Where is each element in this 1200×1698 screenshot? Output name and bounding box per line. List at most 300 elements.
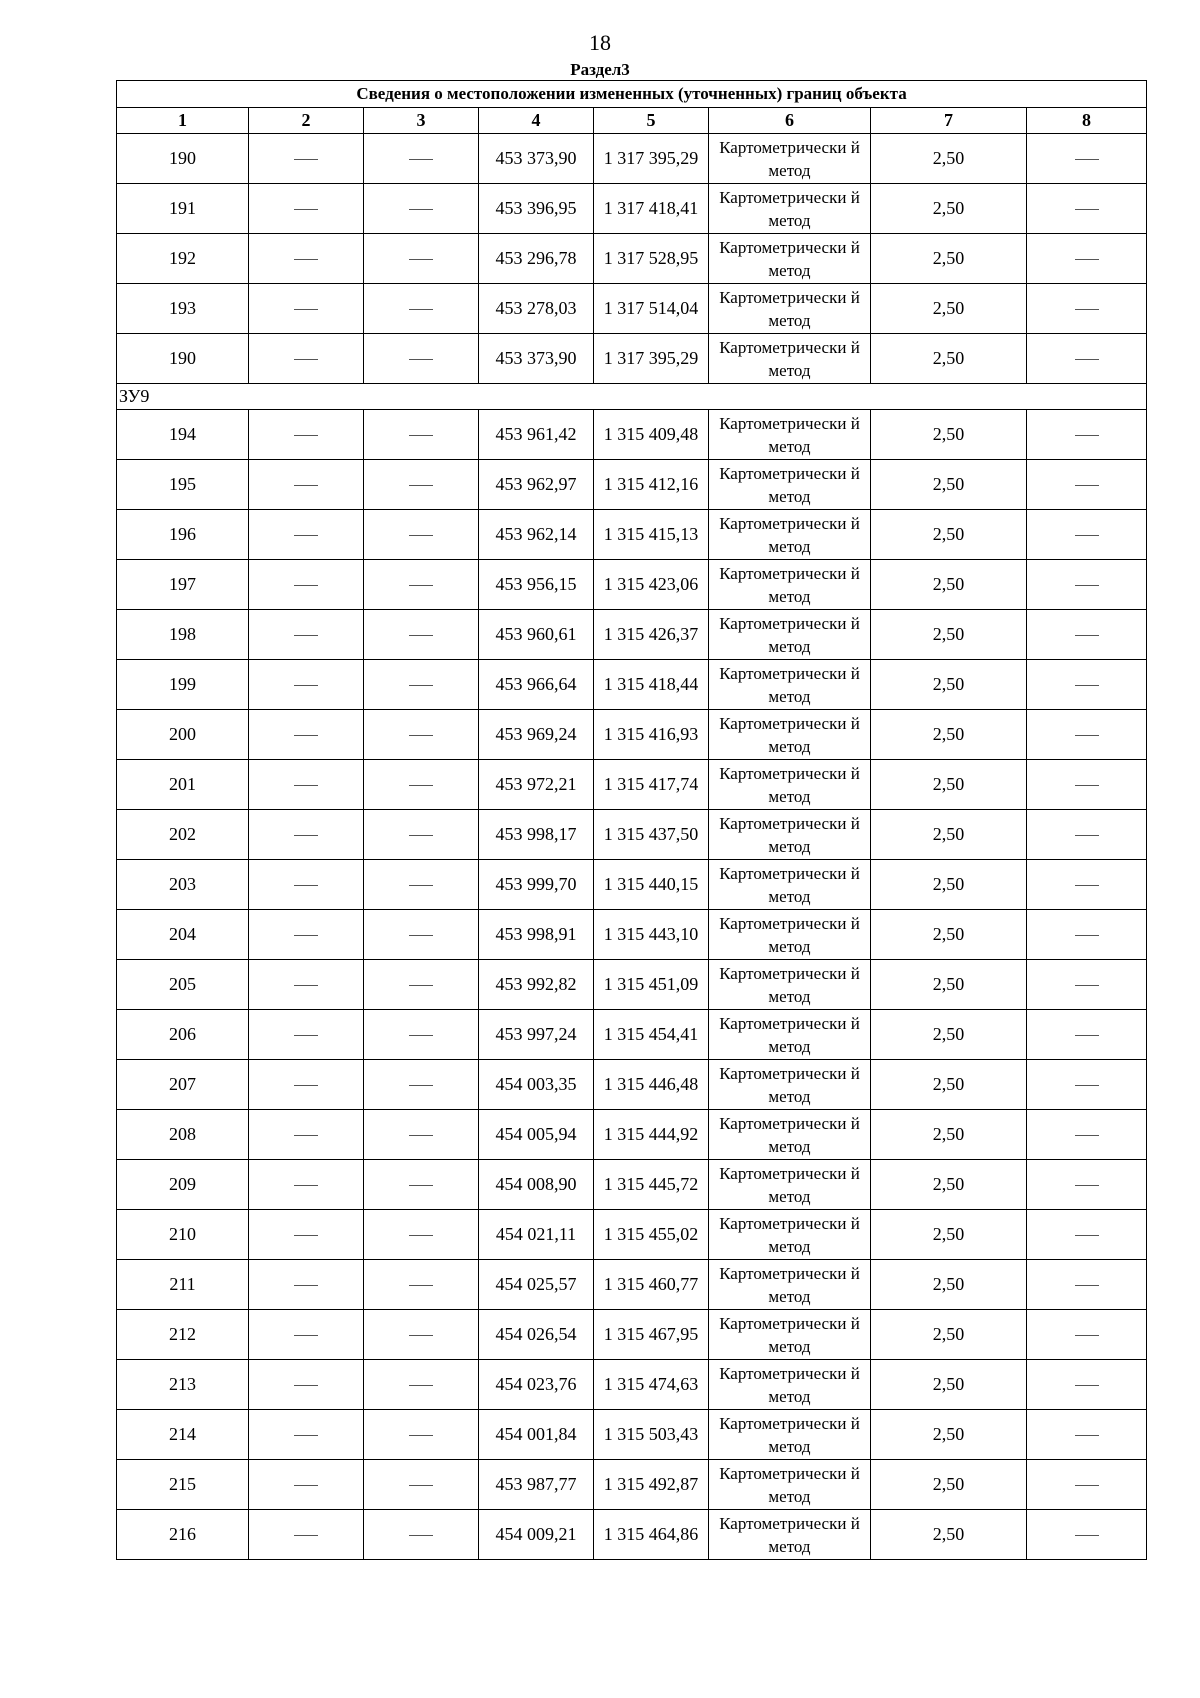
dash-mark: [294, 785, 318, 786]
empty-cell: [364, 134, 479, 184]
method: Картометрически й метод: [709, 760, 871, 810]
method: Картометрически й метод: [709, 1460, 871, 1510]
table-row: [117, 410, 1147, 460]
dash-mark: [409, 1335, 433, 1336]
empty-cell: [1027, 1260, 1147, 1310]
method: Картометрически й метод: [709, 284, 871, 334]
dash-mark: [409, 1135, 433, 1136]
point-number: 210: [117, 1210, 249, 1260]
point-number: 212: [117, 1310, 249, 1360]
dash-mark: [409, 735, 433, 736]
coordinate-x: 454 005,94: [479, 1110, 594, 1160]
empty-cell: [1027, 284, 1147, 334]
table-row: [117, 710, 1147, 760]
dash-mark: [1075, 635, 1099, 636]
accuracy: 2,50: [871, 234, 1027, 284]
dash-mark: [1075, 359, 1099, 360]
empty-cell: [364, 810, 479, 860]
accuracy: 2,50: [871, 710, 1027, 760]
accuracy: 2,50: [871, 810, 1027, 860]
coordinate-x: 454 021,11: [479, 1210, 594, 1260]
dash-mark: [1075, 435, 1099, 436]
empty-cell: [1027, 610, 1147, 660]
table-row: [117, 610, 1147, 660]
dash-mark: [1075, 159, 1099, 160]
accuracy: 2,50: [871, 184, 1027, 234]
empty-cell: [364, 1510, 479, 1560]
point-number: 203: [117, 860, 249, 910]
dash-mark: [1075, 1185, 1099, 1186]
dash-mark: [1075, 309, 1099, 310]
coordinate-y: 1 315 503,43: [594, 1410, 709, 1460]
dash-mark: [1075, 1385, 1099, 1386]
point-number: 209: [117, 1160, 249, 1210]
dash-mark: [1075, 585, 1099, 586]
accuracy: 2,50: [871, 760, 1027, 810]
page-number: 18: [589, 30, 611, 55]
coordinate-x: 454 001,84: [479, 1410, 594, 1460]
empty-cell: [364, 460, 479, 510]
table-row: [117, 1010, 1147, 1060]
table-row: [117, 1160, 1147, 1210]
accuracy: 2,50: [871, 1010, 1027, 1060]
dash-mark: [294, 1035, 318, 1036]
empty-cell: [364, 1010, 479, 1060]
dash-mark: [1075, 1435, 1099, 1436]
empty-cell: [364, 1160, 479, 1210]
point-number: 215: [117, 1460, 249, 1510]
method: Картометрически й метод: [709, 134, 871, 184]
empty-cell: [249, 284, 364, 334]
empty-cell: [249, 760, 364, 810]
dash-mark: [294, 159, 318, 160]
dash-mark: [294, 1435, 318, 1436]
coordinate-x: 453 962,14: [479, 510, 594, 560]
empty-cell: [1027, 1360, 1147, 1410]
dash-mark: [409, 435, 433, 436]
empty-cell: [249, 710, 364, 760]
table-row: [117, 1410, 1147, 1460]
accuracy: 2,50: [871, 960, 1027, 1010]
coordinate-x: 453 972,21: [479, 760, 594, 810]
dash-mark: [294, 1185, 318, 1186]
coordinate-y: 1 317 418,41: [594, 184, 709, 234]
dash-mark: [409, 1085, 433, 1086]
coordinate-x: 453 961,42: [479, 410, 594, 460]
dash-mark: [1075, 835, 1099, 836]
coordinate-y: 1 315 418,44: [594, 660, 709, 710]
point-number: 190: [117, 334, 249, 384]
coordinate-y: 1 315 446,48: [594, 1060, 709, 1110]
method: Картометрически й метод: [709, 410, 871, 460]
coordinate-x: 453 296,78: [479, 234, 594, 284]
method: Картометрически й метод: [709, 460, 871, 510]
coordinate-y: 1 315 417,74: [594, 760, 709, 810]
point-number: 196: [117, 510, 249, 560]
dash-mark: [294, 1535, 318, 1536]
point-number: 205: [117, 960, 249, 1010]
dash-mark: [294, 1085, 318, 1086]
method: Картометрически й метод: [709, 334, 871, 384]
dash-mark: [294, 359, 318, 360]
dash-mark: [409, 685, 433, 686]
dash-mark: [1075, 1535, 1099, 1536]
empty-cell: [1027, 1460, 1147, 1510]
table-row: [117, 660, 1147, 710]
empty-cell: [1027, 334, 1147, 384]
empty-cell: [1027, 1410, 1147, 1460]
accuracy: 2,50: [871, 1510, 1027, 1560]
dash-mark: [409, 1535, 433, 1536]
table-row: [117, 460, 1147, 510]
empty-cell: [364, 1210, 479, 1260]
empty-cell: [249, 1310, 364, 1360]
table-row: [117, 810, 1147, 860]
dash-mark: [294, 309, 318, 310]
column-number: 4: [479, 108, 594, 134]
empty-cell: [364, 1460, 479, 1510]
table-row: [117, 284, 1147, 334]
empty-cell: [249, 134, 364, 184]
dash-mark: [1075, 1035, 1099, 1036]
coordinate-x: 453 999,70: [479, 860, 594, 910]
point-number: 191: [117, 184, 249, 234]
dash-mark: [1075, 209, 1099, 210]
point-number: 204: [117, 910, 249, 960]
point-number: 201: [117, 760, 249, 810]
point-number: 202: [117, 810, 249, 860]
dash-mark: [294, 885, 318, 886]
table-row: [117, 234, 1147, 284]
coordinate-x: 453 956,15: [479, 560, 594, 610]
group-header-row: [117, 384, 1147, 410]
dash-mark: [294, 835, 318, 836]
dash-mark: [1075, 985, 1099, 986]
empty-cell: [364, 560, 479, 610]
table-row: [117, 510, 1147, 560]
empty-cell: [249, 460, 364, 510]
coordinate-y: 1 315 415,13: [594, 510, 709, 560]
coordinate-y: 1 317 514,04: [594, 284, 709, 334]
accuracy: 2,50: [871, 1160, 1027, 1210]
empty-cell: [364, 1060, 479, 1110]
method: Картометрически й метод: [709, 1060, 871, 1110]
empty-cell: [1027, 134, 1147, 184]
method: Картометрически й метод: [709, 1510, 871, 1560]
accuracy: 2,50: [871, 460, 1027, 510]
empty-cell: [1027, 1510, 1147, 1560]
empty-cell: [364, 860, 479, 910]
empty-cell: [1027, 910, 1147, 960]
coordinate-x: 453 992,82: [479, 960, 594, 1010]
dash-mark: [294, 585, 318, 586]
coordinate-x: 453 966,64: [479, 660, 594, 710]
table-row: [117, 334, 1147, 384]
dash-mark: [294, 209, 318, 210]
point-number: 197: [117, 560, 249, 610]
coordinate-y: 1 317 395,29: [594, 334, 709, 384]
dash-mark: [294, 1385, 318, 1386]
coordinate-x: 454 026,54: [479, 1310, 594, 1360]
empty-cell: [1027, 184, 1147, 234]
method: Картометрически й метод: [709, 710, 871, 760]
method: Картометрически й метод: [709, 1210, 871, 1260]
dash-mark: [409, 259, 433, 260]
empty-cell: [364, 1310, 479, 1360]
coordinate-y: 1 315 412,16: [594, 460, 709, 510]
method: Картометрически й метод: [709, 510, 871, 560]
empty-cell: [364, 710, 479, 760]
empty-cell: [364, 1260, 479, 1310]
dash-mark: [409, 1035, 433, 1036]
coordinate-y: 1 315 409,48: [594, 410, 709, 460]
empty-cell: [364, 760, 479, 810]
coordinate-x: 453 373,90: [479, 134, 594, 184]
dash-mark: [294, 1135, 318, 1136]
coordinate-x: 454 025,57: [479, 1260, 594, 1310]
dash-mark: [1075, 485, 1099, 486]
empty-cell: [249, 1110, 364, 1160]
table-caption: Сведения о местоположении измененных (уточненных) границ объекта: [117, 81, 1147, 108]
empty-cell: [249, 1360, 364, 1410]
dash-mark: [1075, 785, 1099, 786]
dash-mark: [1075, 885, 1099, 886]
coordinate-y: 1 317 528,95: [594, 234, 709, 284]
coordinate-y: 1 315 464,86: [594, 1510, 709, 1560]
empty-cell: [249, 1060, 364, 1110]
dash-mark: [1075, 735, 1099, 736]
method: Картометрически й метод: [709, 560, 871, 610]
empty-cell: [364, 184, 479, 234]
empty-cell: [364, 660, 479, 710]
table-row: [117, 1460, 1147, 1510]
dash-mark: [294, 535, 318, 536]
dash-mark: [294, 1335, 318, 1336]
point-number: 195: [117, 460, 249, 510]
empty-cell: [364, 284, 479, 334]
dash-mark: [1075, 1235, 1099, 1236]
coordinate-y: 1 315 454,41: [594, 1010, 709, 1060]
coordinate-y: 1 315 443,10: [594, 910, 709, 960]
coordinate-x: 453 987,77: [479, 1460, 594, 1510]
empty-cell: [1027, 960, 1147, 1010]
accuracy: 2,50: [871, 610, 1027, 660]
dash-mark: [409, 885, 433, 886]
accuracy: 2,50: [871, 1310, 1027, 1360]
method: Картометрически й метод: [709, 960, 871, 1010]
empty-cell: [364, 510, 479, 560]
empty-cell: [249, 810, 364, 860]
method: Картометрически й метод: [709, 1360, 871, 1410]
table-row: [117, 1060, 1147, 1110]
coordinate-x: 454 003,35: [479, 1060, 594, 1110]
point-number: 198: [117, 610, 249, 660]
empty-cell: [249, 1460, 364, 1510]
method: Картометрически й метод: [709, 1010, 871, 1060]
dash-mark: [294, 1285, 318, 1286]
empty-cell: [249, 660, 364, 710]
point-number: 214: [117, 1410, 249, 1460]
dash-mark: [409, 785, 433, 786]
dash-mark: [409, 985, 433, 986]
empty-cell: [1027, 1060, 1147, 1110]
coordinate-y: 1 315 460,77: [594, 1260, 709, 1310]
coordinate-x: 453 373,90: [479, 334, 594, 384]
empty-cell: [249, 1210, 364, 1260]
point-number: 190: [117, 134, 249, 184]
empty-cell: [249, 860, 364, 910]
dash-mark: [1075, 259, 1099, 260]
dash-mark: [409, 359, 433, 360]
column-number-row: [117, 108, 1147, 134]
coordinate-y: 1 315 437,50: [594, 810, 709, 860]
point-number: 207: [117, 1060, 249, 1110]
dash-mark: [409, 485, 433, 486]
dash-mark: [409, 1285, 433, 1286]
point-number: 194: [117, 410, 249, 460]
empty-cell: [1027, 810, 1147, 860]
method: Картометрически й метод: [709, 860, 871, 910]
coordinate-y: 1 315 444,92: [594, 1110, 709, 1160]
dash-mark: [409, 1385, 433, 1386]
boundary-table: [116, 80, 1147, 1560]
accuracy: 2,50: [871, 284, 1027, 334]
dash-mark: [409, 1485, 433, 1486]
accuracy: 2,50: [871, 560, 1027, 610]
point-number: 192: [117, 234, 249, 284]
empty-cell: [364, 960, 479, 1010]
empty-cell: [249, 610, 364, 660]
empty-cell: [249, 184, 364, 234]
empty-cell: [1027, 660, 1147, 710]
coordinate-x: 454 008,90: [479, 1160, 594, 1210]
empty-cell: [364, 1360, 479, 1410]
accuracy: 2,50: [871, 1210, 1027, 1260]
column-number: 7: [871, 108, 1027, 134]
dash-mark: [409, 159, 433, 160]
method: Картометрически й метод: [709, 1310, 871, 1360]
dash-mark: [409, 1185, 433, 1186]
coordinate-y: 1 315 455,02: [594, 1210, 709, 1260]
empty-cell: [249, 334, 364, 384]
method: Картометрически й метод: [709, 1410, 871, 1460]
dash-mark: [409, 1435, 433, 1436]
empty-cell: [249, 560, 364, 610]
empty-cell: [1027, 560, 1147, 610]
dash-mark: [294, 435, 318, 436]
group-label: ЗУ9: [117, 384, 1147, 410]
dash-mark: [294, 735, 318, 736]
empty-cell: [364, 610, 479, 660]
empty-cell: [1027, 510, 1147, 560]
dash-mark: [409, 835, 433, 836]
accuracy: 2,50: [871, 660, 1027, 710]
table-row: [117, 860, 1147, 910]
empty-cell: [1027, 410, 1147, 460]
method: Картометрически й метод: [709, 810, 871, 860]
coordinate-x: 453 278,03: [479, 284, 594, 334]
accuracy: 2,50: [871, 910, 1027, 960]
dash-mark: [294, 685, 318, 686]
coordinate-x: 453 962,97: [479, 460, 594, 510]
dash-mark: [1075, 1485, 1099, 1486]
coordinate-x: 453 997,24: [479, 1010, 594, 1060]
accuracy: 2,50: [871, 410, 1027, 460]
dash-mark: [294, 259, 318, 260]
table-row: [117, 1310, 1147, 1360]
coordinate-y: 1 315 467,95: [594, 1310, 709, 1360]
point-number: 206: [117, 1010, 249, 1060]
coordinate-y: 1 315 440,15: [594, 860, 709, 910]
empty-cell: [364, 334, 479, 384]
coordinate-y: 1 315 451,09: [594, 960, 709, 1010]
dash-mark: [1075, 1135, 1099, 1136]
column-number: 1: [117, 108, 249, 134]
empty-cell: [249, 1160, 364, 1210]
point-number: 211: [117, 1260, 249, 1310]
method: Картометрически й метод: [709, 234, 871, 284]
method: Картометрически й метод: [709, 910, 871, 960]
accuracy: 2,50: [871, 134, 1027, 184]
empty-cell: [249, 960, 364, 1010]
method: Картометрически й метод: [709, 660, 871, 710]
accuracy: 2,50: [871, 1260, 1027, 1310]
accuracy: 2,50: [871, 1410, 1027, 1460]
table-row: [117, 760, 1147, 810]
empty-cell: [249, 234, 364, 284]
column-number: 5: [594, 108, 709, 134]
section-title: Раздел3: [570, 60, 630, 79]
point-number: 213: [117, 1360, 249, 1410]
empty-cell: [249, 410, 364, 460]
dash-mark: [409, 635, 433, 636]
method: Картометрически й метод: [709, 1260, 871, 1310]
empty-cell: [1027, 760, 1147, 810]
dash-mark: [409, 935, 433, 936]
coordinate-y: 1 315 416,93: [594, 710, 709, 760]
accuracy: 2,50: [871, 1460, 1027, 1510]
dash-mark: [1075, 685, 1099, 686]
accuracy: 2,50: [871, 860, 1027, 910]
empty-cell: [249, 1010, 364, 1060]
accuracy: 2,50: [871, 1110, 1027, 1160]
empty-cell: [249, 1510, 364, 1560]
dash-mark: [409, 309, 433, 310]
point-number: 199: [117, 660, 249, 710]
table-row: [117, 1360, 1147, 1410]
table-row: [117, 1260, 1147, 1310]
empty-cell: [364, 1110, 479, 1160]
method: Картометрически й метод: [709, 610, 871, 660]
dash-mark: [294, 635, 318, 636]
coordinate-y: 1 317 395,29: [594, 134, 709, 184]
table-row: [117, 1210, 1147, 1260]
empty-cell: [249, 510, 364, 560]
coordinate-x: 453 998,91: [479, 910, 594, 960]
dash-mark: [409, 1235, 433, 1236]
method: Картометрически й метод: [709, 1110, 871, 1160]
dash-mark: [1075, 535, 1099, 536]
coordinate-x: 454 023,76: [479, 1360, 594, 1410]
empty-cell: [1027, 710, 1147, 760]
point-number: 208: [117, 1110, 249, 1160]
dash-mark: [294, 935, 318, 936]
empty-cell: [1027, 460, 1147, 510]
dash-mark: [294, 485, 318, 486]
empty-cell: [364, 410, 479, 460]
empty-cell: [1027, 234, 1147, 284]
dash-mark: [409, 585, 433, 586]
